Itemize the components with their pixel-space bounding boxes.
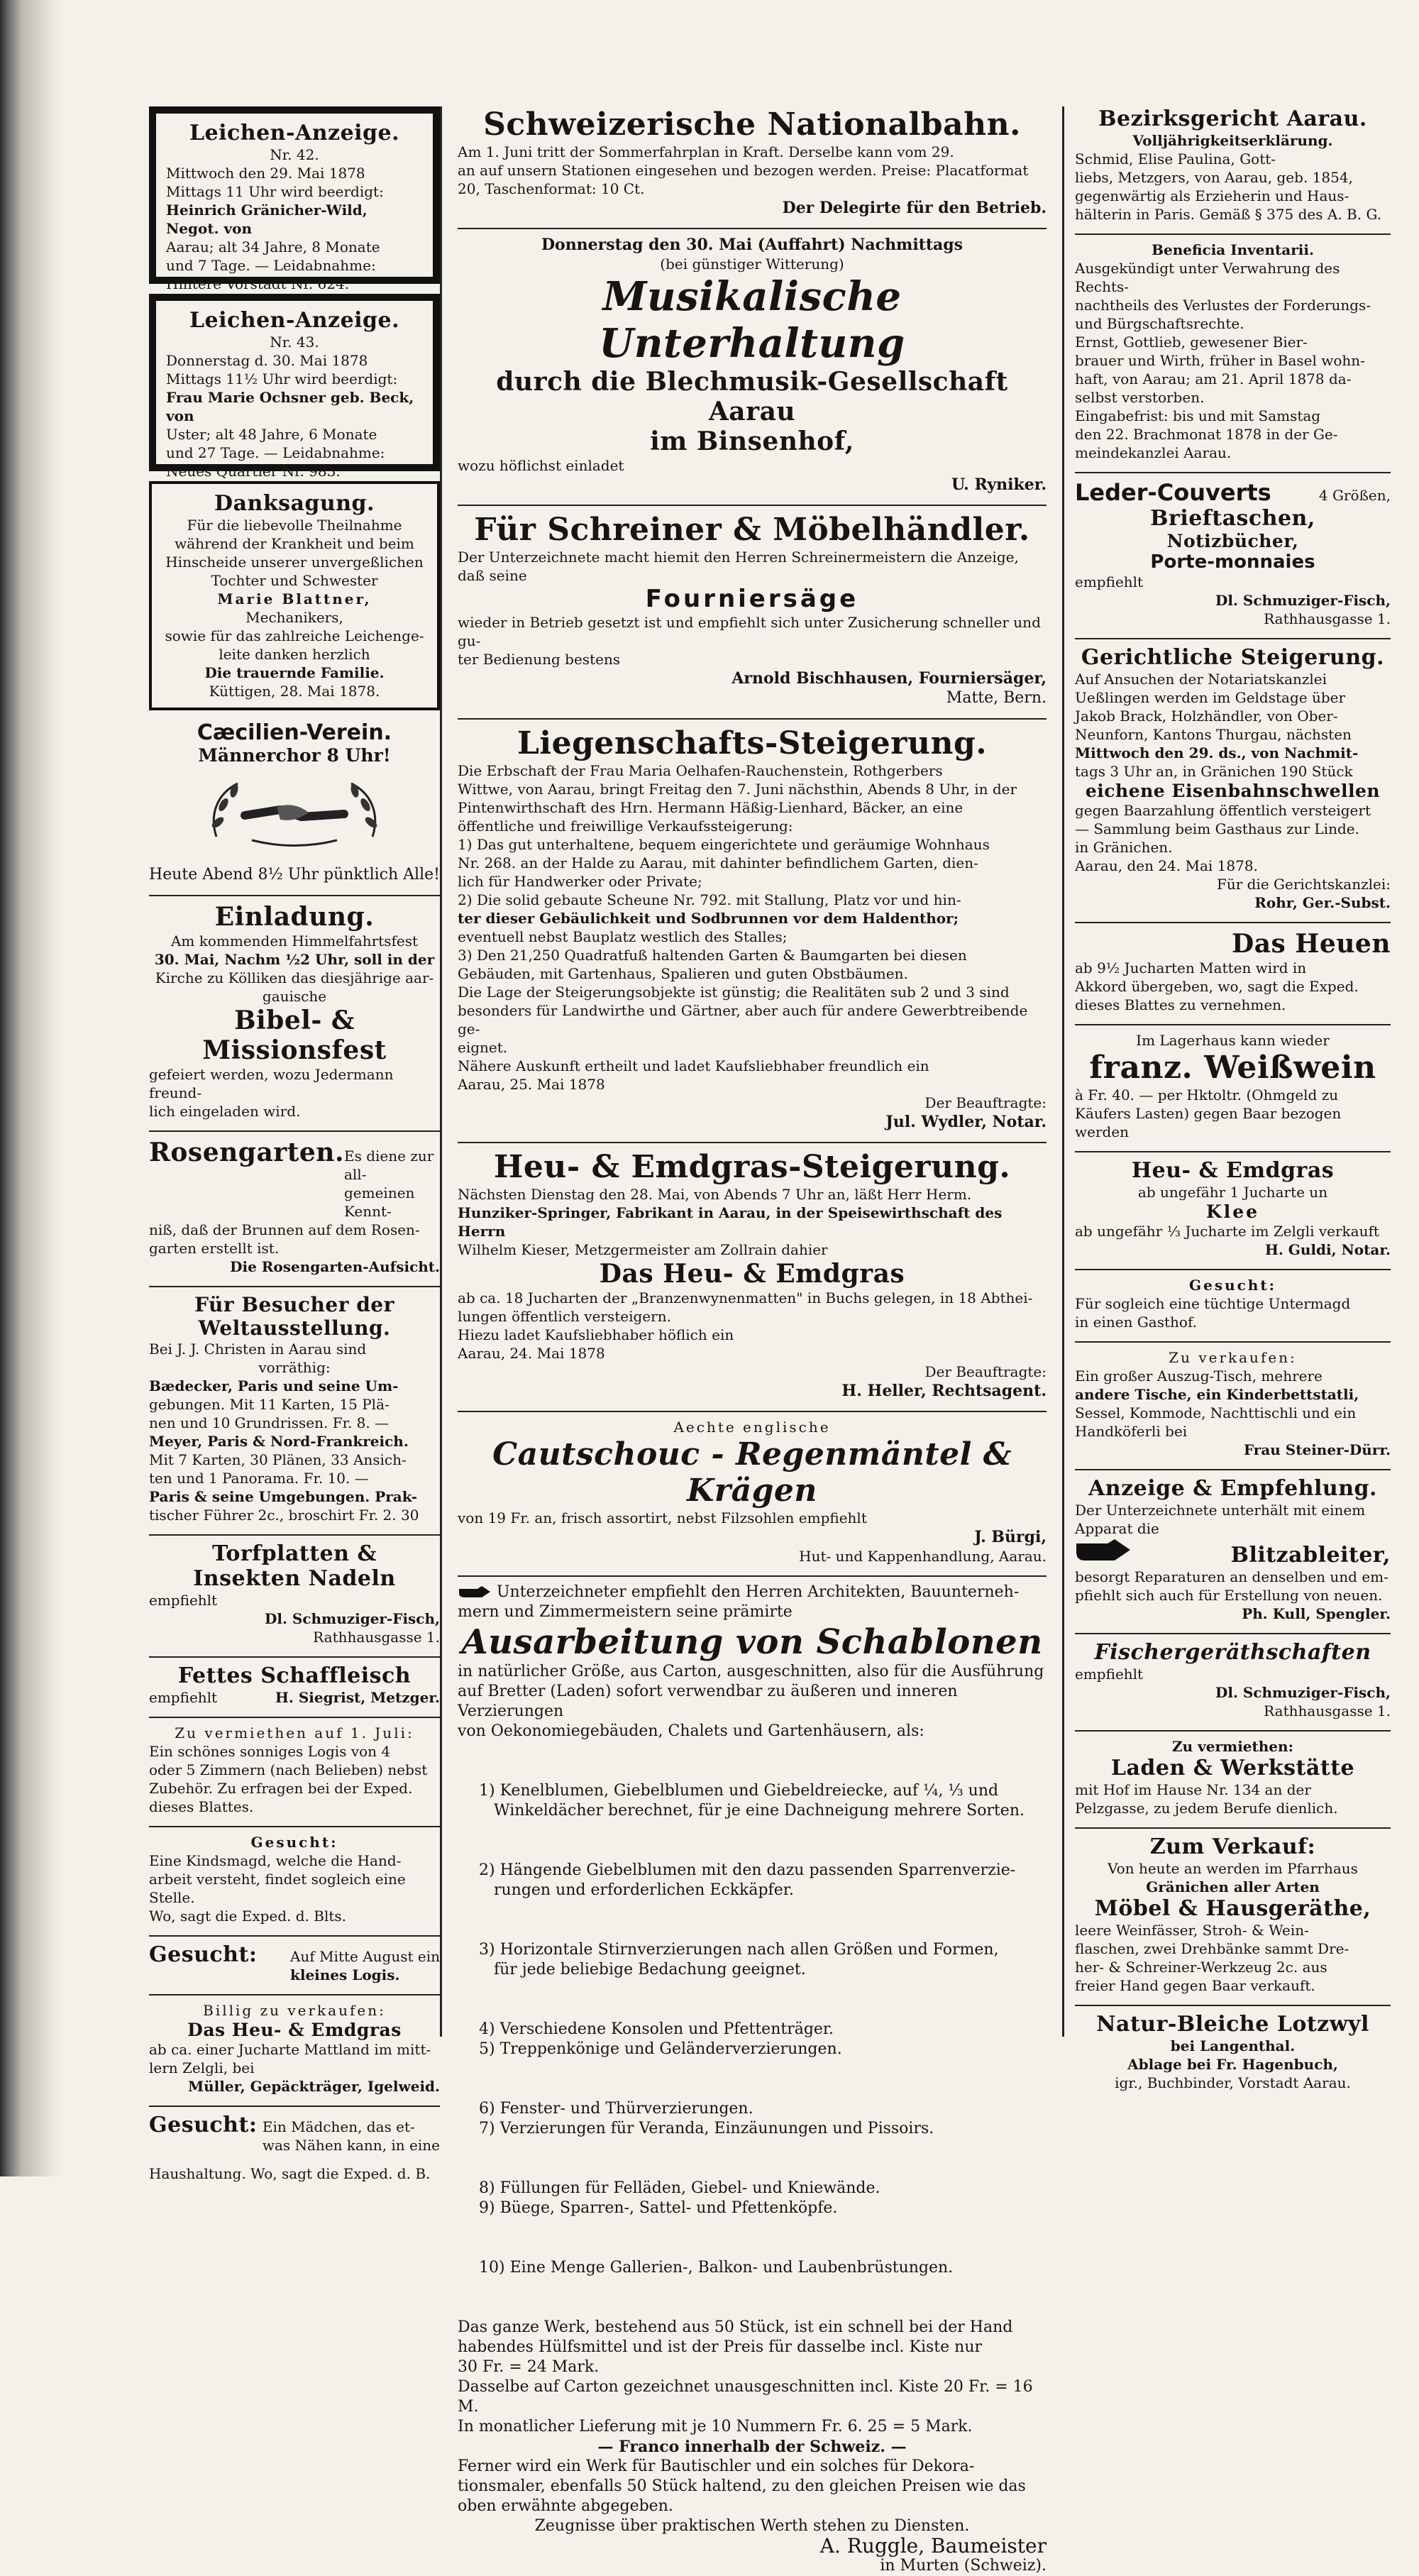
nationalbahn-notice: Schweizerische Nationalbahn. Am 1. Juni tritt der Sommerfahrplan in Kraft. Derselbe kann vom 29. an auf unsern Stationen eingesehen und bezogen werden. Preise: Placatformat 20, Taschenformat: 10 Ct. Der Delegirte für den Betrieb. <box>458 106 1047 217</box>
nationalbahn-title: Schweizerische Nationalbahn. <box>483 106 1021 143</box>
zu-verkaufen-notice: Zu verkaufen: Ein großer Auszug-Tisch, mehrere andere Tische, ein Kinderbettstatli, Sessel, Kommode, Nachttischli und ein Handköferli bei Frau Steiner-Dürr. <box>1075 1349 1391 1458</box>
heu-steigerung-notice: Heu- & Emdgras-Steigerung. Nächsten Dienstag den 28. Mai, von Abends 7 Uhr an, läßt Herr Herm. Hunziker-Springer, Fabrikant in Aarau, in der Speisewirthschaft des Herrn Wilhelm Kieser, Metzgermeister am Zollrain dahier Das Heu- & Emdgras ab ca. 18 Jucharten der „Branzenwynenmatten" in Buchs gelegen, in 18 Abthei- lungen öffentlich versteigern. Hiezu ladet Kaufsliebhaber höflich ein Aarau, 24. Mai 1878 Der Beauftragte: H. Heller, Rechtsagent. <box>458 1149 1047 1400</box>
heu-steigerung-title: Heu- & Emdgras-Steigerung. <box>493 1149 1011 1185</box>
torfplatten-notice: Torfplatten & Insekten Nadeln empfiehlt Dl. Schmuziger-Fisch, Rathhausgasse 1. <box>149 1541 440 1646</box>
schreiner-notice: Für Schreiner & Möbelhändler. Der Unterzeichnete macht hiemit den Herren Schreinermeistern die Anzeige, daß seine Fourniersäge wieder in Betrieb gesetzt ist und empfiehlt sich unter Zusicherung schneller und gu- ter Bedienung bestens Arnold Bischhausen, Fourniersäger, Matte, Bern. <box>458 512 1047 707</box>
kautschuk-title: Cautschouc - Regenmäntel & Krägen <box>492 1436 1012 1509</box>
death-notice-title: Leichen-Anzeige. <box>189 121 400 145</box>
bezirksgericht-notice: Bezirksgericht Aarau. Volljährigkeitserklärung. Schmid, Elise Paulina, Gott- liebs, Metzgers, von Aarau, geb. 1854, gegenwärtig als Erzieherin und Haus- hälterin in Paris. Gemäß § 375 des A. B. G. <box>1075 106 1382 223</box>
caecilien-title: Cæcilien-Verein. <box>197 720 392 745</box>
death-notice-text: Donnerstag d. 30. Mai 1878 Mittags 11½ Uhr wird beerdigt: Frau Marie Ochsner geb. Beck, von Uster; alt 48 Jahre, 6 Monate und 27 Tage. — Leidabnahme: Neues Quartier Nr. 983. <box>166 352 414 480</box>
liegenschaft-notice: Liegenschafts-Steigerung. Die Erbschaft der Frau Maria Oelhafen-Rauchenstein, Rothgerbers Wittwe, von Aarau, bringt Freitag den 7. Juni nächsthin, Abends 8 Uhr, in der Pintenwirthschaft des Hrn. Hermann Häßig-Lienhard, Bäcker, an eine öffentliche und freiwillige Verkaufssteigerung: 1) Das gut unterhaltene, bequem eingerichtete und geräumige Wohnhaus Nr. 268. an der Halde zu Aarau, mit dahinter befindlichem Garten, dien- lich für Handwerker oder Private; 2) Die solid gebaute Scheune Nr. 792. mit Stallung, Platz vor und hin- ter dieser Gebäulichkeit und Sodbrunnen vor dem Haldenthor; eventuell nebst Bauplatz westlich des Stalles; 3) Den 21,250 Quadratfuß haltenden Garten & Baumgarten bei diesen Gebäuden, mit Gartenhaus, Spalieren und guten Obstbäumen. Die Lage der Steigerungsobjekte ist günstig; die Realitäten sub 2 und 3 sind besonders für Landwirthe und Gärtner, aber auch für andere Gewerbtreibende ge- eignet. Nähere Auskunft ertheilt und ladet Kaufsliebhaber freundlich ein Aarau, 25. Mai 1878 Der Beauftragte: Jul. Wydler, Notar. <box>458 725 1047 1131</box>
billig-notice: Billig zu verkaufen: Das Heu- & Emdgras ab ca. einer Jucharte Mattland im mitt- lern Zelgli, bei Müller, Gepäckträger, Igelweid. <box>149 2002 440 2095</box>
emdgras-notice: Heu- & Emdgras ab ungefähr 1 Jucharte un Klee ab ungefähr ⅓ Jucharte im Zelgli verkauft H. Guldi, Notar. <box>1075 1158 1391 1258</box>
musik-title: Musikalische Unterhaltung <box>599 273 905 367</box>
middle-column <box>440 106 1064 2575</box>
naturbleiche-notice: Natur-Bleiche Lotzwyl bei Langenthal. Ablage bei Fr. Hagenbuch, igr., Buchbinder, Vorstadt Aarau. <box>1096 2012 1369 2091</box>
death-notice-title: Leichen-Anzeige. <box>189 308 400 333</box>
gesucht-kindsmagd: Gesucht: Eine Kindsmagd, welche die Hand- arbeit versteht, findet sogleich eine Stelle. Wo, sagt die Exped. d. Blts. <box>149 1834 406 1925</box>
heuen-notice: Das Heuen ab 9½ Jucharten Matten wird in Akkord übergeben, wo, sagt die Exped. dieses Blattes zu vernehmen. <box>1075 929 1391 1013</box>
page-binding-shadow <box>0 0 64 2176</box>
thanks-title: Danksagung. <box>214 491 375 516</box>
handshake-wreath-icon <box>202 773 387 858</box>
thanks-notice <box>149 481 440 710</box>
right-column <box>1075 106 1391 2102</box>
rosengarten-title: Rosengarten. <box>149 1138 344 1167</box>
verkauf-notice: Zum Verkauf: Von heute an werden im Pfarrhaus Gränichen aller Arten Möbel & Hausgeräthe, leere Weinfässer, Stroh- & Wein- flaschen, zwei Drehbänke sammt Dre- her- & Schreiner-Werkzeug 2c. aus freier Hand gegen Baar verkauft. <box>1075 1834 1371 1994</box>
death-notice-42 <box>149 106 440 292</box>
weltausstellung-notice: Für Besucher der Weltausstellung. Bei J. J. Christen in Aarau sind vorräthig: Bædecker, Paris und seine Um- gebungen. Mit 11 Karten, 15 Plä- nen und 10 Grundrissen. Fr. 8. — Meyer, Paris & Nord-Frankreich. Mit 7 Karten, 30 Plänen, 33 Ansich- ten und 1 Panorama. Fr. 10. — Paris & seine Umgebungen. Prak- tischer Führer 2c., broschirt Fr. 2. 30 <box>149 1293 440 1524</box>
caecilien-footer: Heute Abend 8½ Uhr pünktlich Alle! <box>149 866 440 884</box>
vermiethen-notice: Zu vermiethen auf 1. Juli: Ein schönes sonniges Logis von 4 oder 5 Zimmern (nach Belieben) nebst Zubehör. Zu erfragen bei der Exped. dieses Blattes. <box>149 1724 428 1815</box>
schablonen-title: Ausarbeitung von Schablonen <box>461 1622 1043 1662</box>
left-column: Leichen-Anzeige. Nr. 42. Mittwoch den 29. Mai 1878 Mittags 11 Uhr wird beerdigt: Heinrich Gränicher-Wild, Negot. von Aarau; alt 34 Jahre, 8 Monate und 7 Tage. — Leidabnahme: Hintere Vorstadt Nr. 624. Leichen-Anzeige. Nr. 43. Donnerstag d. 30. Mai 1878 Mittags 11½ Uhr wird beerdigt: Frau Marie Ochsner geb. Beck, von Uster; alt 48 Jahre, 6 Monate und 27 Tage. — Leidabnahme: Neues Quartier Nr. 983. Danksagung. Für die liebevolle Theilnahme während der Krankheit und beim Hinscheide unserer unvergeßlichen Tochter und Schwester Marie Blattner, Mechanikers, sowie für das zahlreiche Leichenge- leite danken herzlich Die trauernde Familie. Küttigen, 28. Mai 1878. Cæcilien-Verein. Männerchor 8 Uhr! Heute Abend 8½ Uhr pünktlich Alle! Einladung. Am kommenden Himmelfahrtsfest 30. Mai, Nachm ½2 Uhr, soll in der Kirche zu Kölliken das diesjährige aar- gauische Bibel- & Missionsfest gefeiert werden, wozu Jedermann freund- lich eingeladen wird. Rosengarten. Es diene zur all- gemeinen Kennt- niß, daß der Brunnen auf dem Rosen- garten erstellt ist. Die Rosengarten-Aufsicht. Für Besucher der Weltausstellung. Bei J. J. Christen in Aarau sind vorräthig: Bædecker, Paris und seine Um- gebungen. Mit 11 Karten, 15 Plä- nen und 10 Grundrissen. Fr. 8. — Meyer, Paris & Nord-Frankreich. Mit 7 Karten, 30 Plänen, 33 Ansich- ten und 1 Panorama. Fr. 10. — Paris & seine Umgebungen. Prak- tischer Führer 2c., broschirt Fr. 2. 30 Torfplatten & Insekten Nadeln empfiehlt Dl. Schmuziger-Fisch, Rathhausgasse 1. Fettes Schaffleisch empfiehlt H. Siegrist, Metzger. Zu vermiethen auf 1. Juli: Ein schönes sonniges Logis von 4 oder 5 Zimmern (nach Belieben) nebst Zubehör. Zu erfragen bei der Exped. dieses Blattes. Gesucht: Eine Kindsmagd, welche die Hand- arbeit versteht, findet sogleich eine Stelle. Wo, sagt die Exped. d. Blts. Gesucht: Auf Mitte August ein kleines Logis. Billig zu verkaufen: Das Heu- & Emdgras ab ca. einer Jucharte Mattland im mitt- lern Zelgli, bei Müller, Gepäckträger, Igelweid. Gesucht: Ein Mädchen, das et- was Nähen kann, in eine Haushaltung. Wo, sagt die Exped. d. B. <box>149 106 440 2183</box>
thanks-text: Für die liebevolle Theilnahme während der Krankheit und beim Hinscheide unserer unvergeßlichen Tochter und Schwester Marie Blattner, Mechanikers, sowie für das zahlreiche Leichenge- leite danken herzlich Die trauernde Familie. Küttigen, 28. Mai 1878. <box>165 517 424 700</box>
rosengarten-signature: Die Rosengarten-Aufsicht. <box>230 1258 440 1275</box>
liegenschaft-title: Liegenschafts-Steigerung. <box>517 725 988 761</box>
pointing-hand-icon <box>458 1585 492 1600</box>
weisswein-notice: Im Lagerhaus kann wieder franz. Weißwein à Fr. 40. — per Hktoltr. (Ohmgeld zu Käufers Lasten) gegen Baar bezogen werden <box>1075 1032 1376 1140</box>
schablonen-item-list: 1) Kenelblumen, Giebelblumen und Giebeldreiecke, auf ¼, ⅓ und Winkeldächer berechnet, für je eine Dachneigung mehrere Sorten. 2) Hängende Giebelblumen mit den dazu passenden Sparrenverzie- rungen und erforderlichen Eckkäpfer. 3) Horizontale Stirnverzierungen nach allen Größen und Formen, für jede beliebige Bedachung geeignet. 4) Verschiedene Konsolen und Pfettenträger. 5) Treppenkönige und Geländerverzierungen. 6) Fenster- und Thürverzierungen. 7) Verzierungen für Veranda, Einzäunungen und Pissoirs. 8) Füllungen für Felläden, Giebel- und Kniewände. 9) Büege, Sparren-, Sattel- und Pfettenköpfe. 10) Eine Menge Gallerien-, Balkon- und Laubenbrüstungen. <box>479 1782 1025 2277</box>
rosengarten-notice: Rosengarten. Es diene zur all- gemeinen Kennt- niß, daß der Brunnen auf dem Rosen- garten erstellt ist. Die Rosengarten-Aufsicht. <box>149 1138 440 1275</box>
death-notice-43 <box>149 294 440 480</box>
schablonen-notice: Unterzeichneter empfiehlt den Herren Architekten, Bauunterneh- mern und Zimmermeistern seine prämirte Ausarbeitung von Schablonen in natürlicher Größe, aus Carton, ausgeschnitten, also für die Ausführung auf Bretter (Laden) sofort verwendbar zu äußeren und inneren Verzierungen von Oekonomiegebäuden, Chalets und Gartenhäusern, als: 1) Kenelblumen, Giebelblumen und Giebeldreiecke, auf ¼, ⅓ und Winkeldächer berechnet, für je eine Dachneigung mehrere Sorten. 2) Hängende Giebelblumen mit den dazu passenden Sparrenverzie- rungen und erforderlichen Eckkäpfer. 3) Horizontale Stirnverzierungen nach allen Größen und Formen, für jede beliebige Bedachung geeignet. 4) Verschiedene Konsolen und Pfettenträger. 5) Treppenkönige und Geländerverzierungen. 6) Fenster- und Thürverzierungen. 7) Verzierungen für Veranda, Einzäunungen und Pissoirs. 8) Füllungen für Felläden, Giebel- und Kniewände. 9) Büege, Sparren-, Sattel- und Pfettenköpfe. 10) Eine Menge Gallerien-, Balkon- und Laubenbrüstungen. Das ganze Werk, bestehend aus 50 Stück, ist ein schnell bei der Hand habendes Hülfsmittel und ist der Preis für dasselbe incl. Kiste nur 30 Fr. = 24 Mark. Dasselbe auf Carton gezeichnet unausgeschnitten incl. Kiste 20 Fr. = 16 M. In monatlicher Lieferung mit je 10 Nummern Fr. 6. 25 = 5 Mark. — Franco innerhalb der Schweiz. — Ferner wird ein Werk für Bautischler und ein solches für Dekora- tionsmaler, ebenfalls 50 Stück haltend, zu den gleichen Preisen wie das oben erwähnte abgegeben. Zeugnisse über praktischen Werth stehen zu Diensten. A. Ruggle, Baumeister in Murten (Schweiz). <box>458 1583 1047 2575</box>
fischer-notice: Fischergeräthschaften empfiehlt Dl. Schmuziger-Fisch, Rathhausgasse 1. <box>1075 1640 1391 1719</box>
laden-notice: Zu vermiethen: Laden & Werkstätte mit Hof im Hause Nr. 134 an der Pelzgasse, zu jedem Berufe dienlich. <box>1075 1738 1355 1817</box>
gesucht-maedchen: Gesucht: Ein Mädchen, das et- was Nähen kann, in eine <box>149 2113 440 2154</box>
einladung-title: Einladung. <box>214 902 375 932</box>
pointing-hand-icon <box>1075 1538 1132 1562</box>
death-notice-text: Mittwoch den 29. Mai 1878 Mittags 11 Uhr wird beerdigt: Heinrich Gränicher-Wild, Negot. von Aarau; alt 34 Jahre, 8 Monate und 7 Tage. — Leidabnahme: Hintere Vorstadt Nr. 624. <box>166 165 384 292</box>
kautschuk-notice: Aechte englische Cautschouc - Regenmäntel & Krägen von 19 Fr. an, frisch assortirt, nebst Filzsohlen empfiehlt J. Bürgi, Hut- und Kappenhandlung, Aarau. <box>458 1419 1047 1565</box>
weltausstellung-title: Für Besucher der Weltausstellung. <box>194 1293 394 1340</box>
gesucht-untermagd: Gesucht: Für sogleich eine tüchtige Untermagd in einen Gasthof. <box>1075 1277 1351 1331</box>
blitzableiter-notice: Anzeige & Empfehlung. Der Unterzeichnete unterhält mit einem Apparat die Blitzableiter, besorgt Reparaturen an denselben und em- pfiehlt sich auch für Erstellung von neuen. Ph. Kull, Spengler. <box>1075 1476 1391 1622</box>
schaffleisch-notice: Fettes Schaffleisch empfiehlt H. Siegrist, Metzger. <box>149 1663 440 1706</box>
newspaper-page <box>135 106 1391 2575</box>
death-notice-number: Nr. 43. <box>270 334 319 351</box>
missionsfest-title: Bibel- & Missionsfest <box>202 1006 387 1065</box>
schreiner-title: Für Schreiner & Möbelhändler. <box>474 512 1030 548</box>
beneficia-notice: Beneficia Inventarii. Ausgekündigt unter Verwahrung des Rechts- nachtheils des Verlustes der Forderungs- und Bürgschaftsrechte. Ernst, Gottlieb, gewesener Bier- brauer und Wirth, früher in Basel wohn- haft, von Aarau; am 21. April 1878 da- selbst verstorben. Eingabefrist: bis und mit Samstag den 22. Brachmonat 1878 in der Ge- meindekanzlei Aarau. <box>1075 241 1371 461</box>
caecilien-subtitle: Männerchor 8 Uhr! <box>198 745 391 766</box>
leder-notice: Leder-Couverts 4 Größen, Brieftaschen, Notizbücher, Porte-monnaies empfiehlt Dl. Schmuziger-Fisch, Rathhausgasse 1. <box>1075 479 1391 627</box>
musik-notice: Donnerstag den 30. Mai (Auffahrt) Nachmittags (bei günstiger Witterung) Musikalische Unterhaltung durch die Blechmusik-Gesellschaft Aarau im Binsenhof, wozu höflichst einladet U. Ryniker. <box>458 236 1047 494</box>
death-notice-number: Nr. 42. <box>270 146 319 163</box>
gesucht-logis: Gesucht: Auf Mitte August ein kleines Logis. <box>149 1942 440 1983</box>
gerichtliche-steigerung-notice: Gerichtliche Steigerung. Auf Ansuchen der Notariatskanzlei Ueßlingen werden im Geldstage über Jakob Brack, Holzhändler, von Ober- Neunforn, Kantons Thurgau, nächsten Mittwoch den 29. ds., von Nachmit- tags 3 Uhr an, in Gränichen 190 Stück eichene Eisenbahnschwellen gegen Baarzahlung öffentlich versteigert — Sammlung beim Gasthaus zur Linde. in Gränichen. Aarau, den 24. Mai 1878. Für die Gerichtskanzlei: Rohr, Ger.-Subst. <box>1075 645 1391 911</box>
einladung-notice: Einladung. Am kommenden Himmelfahrtsfest 30. Mai, Nachm ½2 Uhr, soll in der Kirche zu Kölliken das diesjährige aar- gauische Bibel- & Missionsfest gefeiert werden, wozu Jedermann freund- lich eingeladen wird. <box>149 902 440 1121</box>
caecilien-notice <box>149 720 440 885</box>
